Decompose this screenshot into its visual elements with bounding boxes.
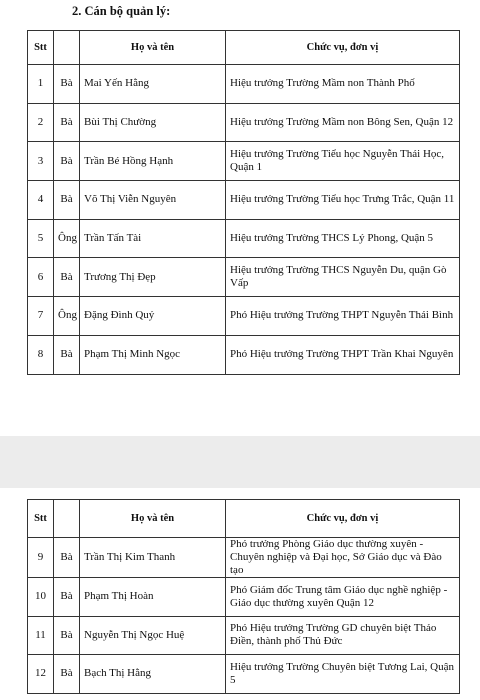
cell-position: Hiệu trưởng Trường Tiểu học Nguyễn Thái Học, Quận 1: [226, 142, 460, 181]
cell-position: Hiệu trưởng Trường Mầm non Bông Sen, Quận 12: [226, 103, 460, 142]
cell-stt: 5: [28, 219, 54, 258]
cell-position: Phó Hiệu trưởng Trường GD chuyên biệt Thảo Điền, thành phố Thủ Đức: [226, 616, 460, 655]
cell-position: Hiệu trưởng Trường THCS Nguyễn Du, quận Gò Vấp: [226, 258, 460, 297]
table-row: [28, 258, 460, 297]
cell-stt: 6: [28, 258, 54, 297]
managers-table-1: [27, 30, 460, 375]
cell-position: Phó Giám đốc Trung tâm Giáo dục nghề nghiệp - Giáo dục thường xuyên Quận 12: [226, 578, 460, 617]
cell-position: Phó trưởng Phòng Giáo dục thường xuyên - Chuyên nghiệp và Đại học, Sở Giáo dục và Đào tạo: [226, 538, 460, 578]
table-row: [28, 578, 460, 617]
cell-title: Bà: [54, 181, 80, 220]
cell-title: Bà: [54, 655, 80, 694]
table-row: [28, 219, 460, 258]
table-body: [28, 538, 460, 694]
cell-title: Bà: [54, 65, 80, 104]
column-header-title: [54, 31, 80, 65]
cell-stt: 7: [28, 297, 54, 336]
column-header-name: Họ và tên: [80, 31, 226, 65]
cell-stt: 4: [28, 181, 54, 220]
cell-name: Trần Bé Hồng Hạnh: [80, 142, 226, 181]
cell-title: Bà: [54, 103, 80, 142]
cell-title: Bà: [54, 142, 80, 181]
cell-position: Hiệu trưởng Trường Chuyên biệt Tương Lai, Quận 5: [226, 655, 460, 694]
cell-stt: 3: [28, 142, 54, 181]
document-page-2: [0, 488, 480, 700]
table-row: [28, 103, 460, 142]
cell-stt: 11: [28, 616, 54, 655]
table-header-row: [28, 500, 460, 538]
cell-name: Trương Thị Đẹp: [80, 258, 226, 297]
cell-title: Bà: [54, 335, 80, 374]
cell-name: Mai Yến Hằng: [80, 65, 226, 104]
table-header-row: [28, 31, 460, 65]
table-row: [28, 142, 460, 181]
table-row: [28, 181, 460, 220]
cell-name: Bạch Thị Hằng: [80, 655, 226, 694]
cell-name: Bùi Thị Chường: [80, 103, 226, 142]
section-heading: 2. Cán bộ quản lý:: [72, 4, 171, 18]
cell-name: Võ Thị Viễn Nguyên: [80, 181, 226, 220]
cell-name: Phạm Thị Hoàn: [80, 578, 226, 617]
cell-position: Phó Hiệu trưởng Trường THPT Trần Khai Nguyên: [226, 335, 460, 374]
column-header-stt: Stt: [28, 500, 54, 538]
cell-stt: 12: [28, 655, 54, 694]
cell-stt: 9: [28, 538, 54, 578]
column-header-stt: Stt: [28, 31, 54, 65]
cell-stt: 1: [28, 65, 54, 104]
cell-name: Nguyễn Thị Ngọc Huệ: [80, 616, 226, 655]
table-row: [28, 335, 460, 374]
table-row: [28, 65, 460, 104]
table-row: [28, 538, 460, 578]
column-header-title: [54, 500, 80, 538]
cell-title: Ông: [54, 219, 80, 258]
cell-title: Bà: [54, 578, 80, 617]
cell-title: Ông: [54, 297, 80, 336]
cell-name: Trần Thị Kim Thanh: [80, 538, 226, 578]
cell-name: Đặng Đình Quý: [80, 297, 226, 336]
cell-title: Bà: [54, 258, 80, 297]
table-row: [28, 616, 460, 655]
cell-position: Hiệu trưởng Trường Tiểu học Trưng Trắc, Quận 11: [226, 181, 460, 220]
managers-table-2: [27, 499, 460, 694]
cell-name: Phạm Thị Minh Ngọc: [80, 335, 226, 374]
cell-position: Phó Hiệu trưởng Trường THPT Nguyễn Thái Bình: [226, 297, 460, 336]
cell-stt: 10: [28, 578, 54, 617]
cell-stt: 2: [28, 103, 54, 142]
cell-position: Hiệu trưởng Trường THCS Lý Phong, Quận 5: [226, 219, 460, 258]
column-header-position: Chức vụ, đơn vị: [226, 31, 460, 65]
cell-name: Trần Tấn Tài: [80, 219, 226, 258]
column-header-name: Họ và tên: [80, 500, 226, 538]
cell-title: Bà: [54, 616, 80, 655]
column-header-position: Chức vụ, đơn vị: [226, 500, 460, 538]
table-row: [28, 297, 460, 336]
page-gap: [0, 436, 480, 488]
cell-position: Hiệu trưởng Trường Mầm non Thành Phố: [226, 65, 460, 104]
table-row: [28, 655, 460, 694]
cell-stt: 8: [28, 335, 54, 374]
cell-title: Bà: [54, 538, 80, 578]
table-body: [28, 65, 460, 375]
